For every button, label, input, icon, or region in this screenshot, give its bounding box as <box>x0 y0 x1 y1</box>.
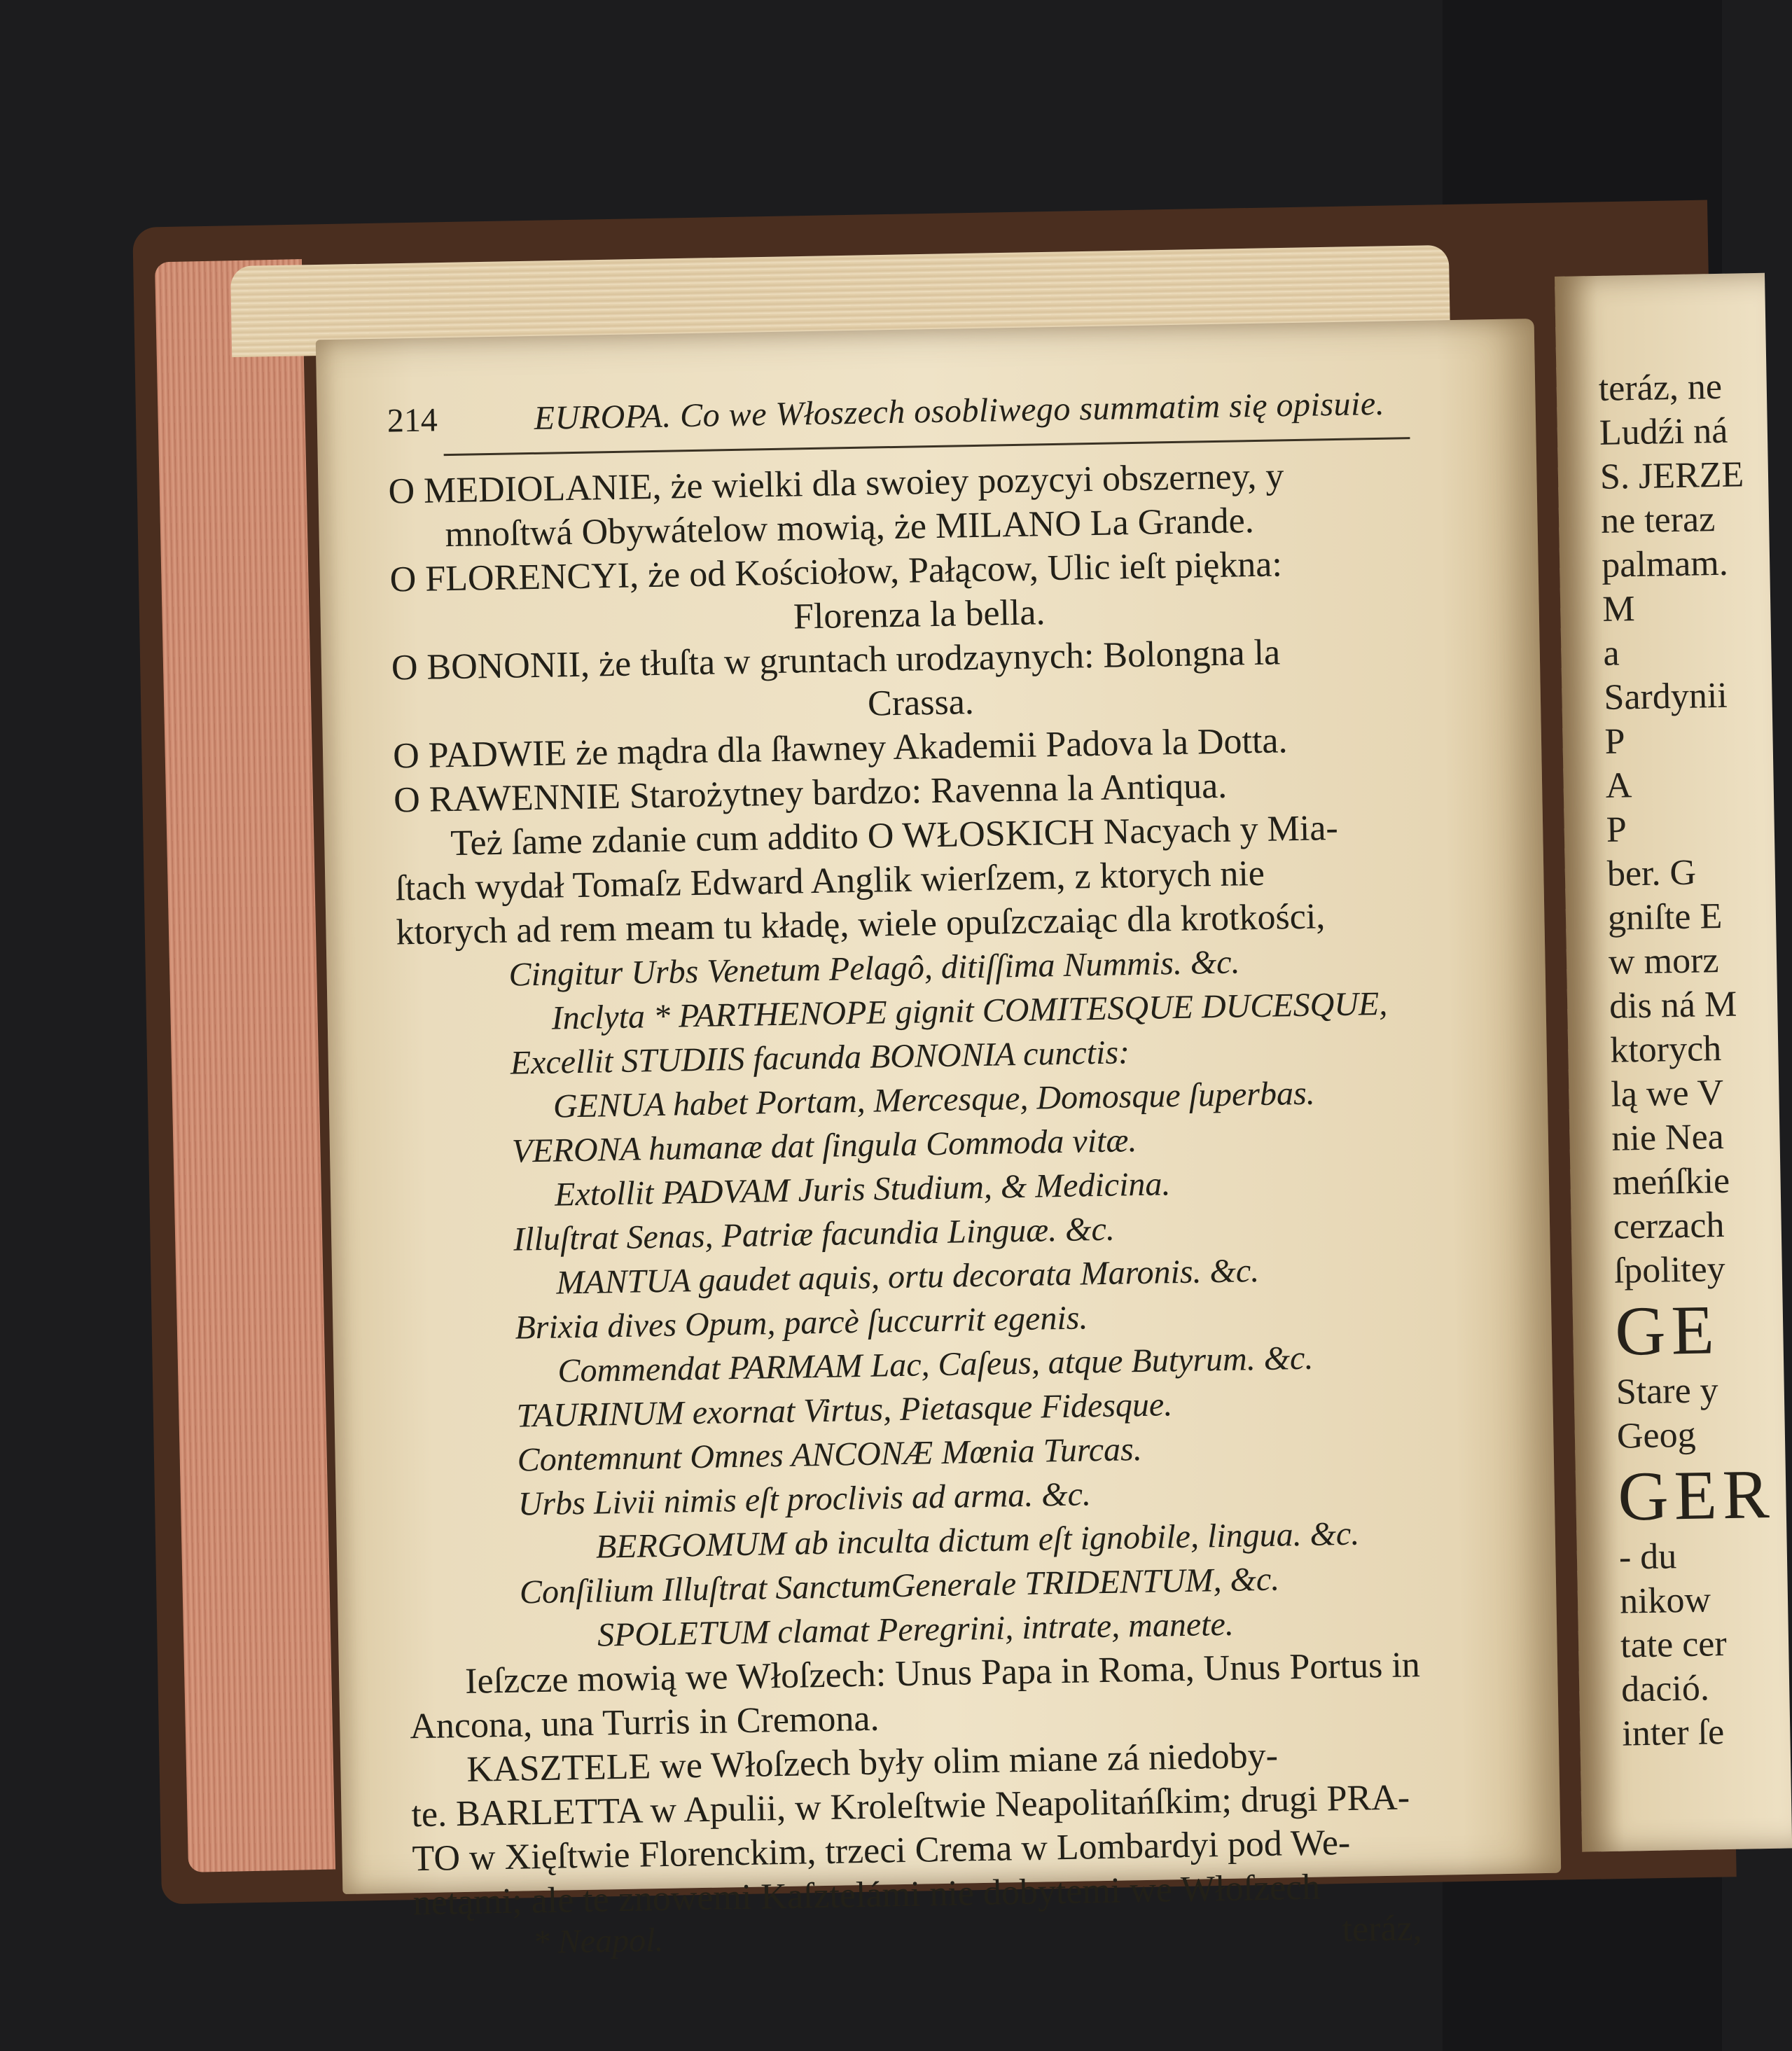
left-page <box>316 319 1561 1961</box>
text-line: TO w Xięſtwie Florenckim, trzeci Crema w Lombardyi pod We- <box>412 1822 1351 1879</box>
text-line: S. JERZE <box>1599 454 1744 497</box>
text-line: nie Nea <box>1611 1116 1725 1159</box>
text-line: P <box>1604 721 1626 762</box>
text-line: ber. G <box>1606 852 1697 894</box>
text-line: Florenza la bella. <box>793 592 1046 637</box>
text-line: nikow <box>1619 1580 1711 1622</box>
text-line: O FLORENCYI, że od Kościołow, Pałącow, Ulic ieſt piękna: <box>389 544 1283 600</box>
body-text <box>388 451 1471 1925</box>
text-line: O RAWENNIE Starożytney bardzo: Ravenna la Antiqua. <box>393 765 1228 821</box>
text-line: meńſkie <box>1612 1160 1730 1203</box>
text-line: Contemnunt Omnes ANCONÆ Mœnia Turcas. <box>517 1431 1143 1479</box>
running-head: EUROPA. Co we Włoszech osobliwego summatim się opisuie. <box>534 384 1385 437</box>
text-line: Extollit PADVAM Juris Studium, & Medicina. <box>554 1165 1171 1214</box>
text-line: gniſte E <box>1607 896 1723 938</box>
text-line: lą we V <box>1610 1072 1724 1115</box>
text-line: netąmi; ale te znowemi Kaſztelámi nie dobytemi we Włoſzech <box>412 1867 1321 1924</box>
text-line: inter ſe <box>1621 1712 1725 1754</box>
text-line: Urbs Livii nimis eſt proclivis ad arma. &c. <box>518 1475 1092 1523</box>
text-line: ktorych ad rem meam tu kładę, wiele opuſzczaiąc dla krotkości, <box>396 896 1326 953</box>
catchword: teráz, <box>1342 1908 1423 1950</box>
text-line: tate cer <box>1620 1624 1728 1666</box>
text-line: O BONONII, że tłuſta w gruntach urodzaynych: Bolongna la <box>391 632 1281 688</box>
text-line: cerzach <box>1613 1204 1725 1247</box>
text-line: Ludźi ná <box>1599 410 1728 453</box>
text-line: TAURINUM exornat Virtus, Pietasque Fidesque. <box>516 1386 1173 1435</box>
text-line: Commendat PARMAM Lac, Caſeus, atque Butyrum. &c. <box>557 1339 1314 1390</box>
text-line: palmam. <box>1601 543 1729 585</box>
text-line: Excellit STUDIIS facunda BONONIA cunctis: <box>510 1034 1130 1082</box>
text-line: Conſilium Illuſtrat SanctumGenerale TRIDENTUM, &c. <box>519 1560 1280 1611</box>
text-line: te. BARLETTA w Apulii, w Kroleſtwie Neapolitańſkim; drugi PRA- <box>411 1777 1410 1835</box>
text-line: Sardynii <box>1604 675 1728 718</box>
right-page-text <box>1598 364 1779 1756</box>
text-line: ſpolitey <box>1613 1249 1726 1291</box>
text-line: SPOLETUM clamat Peregrini, intrate, manete. <box>597 1605 1235 1654</box>
text-line: ſtach wydał Tomaſz Edward Anglik wierſzem, z ktorych nie <box>394 853 1265 909</box>
text-line: - du <box>1618 1536 1677 1578</box>
text-line: w morz <box>1608 940 1719 982</box>
page-content <box>387 383 1471 1969</box>
text-line: Brixia dives Opum, parcè ſuccurrit egenis. <box>514 1299 1088 1347</box>
text-line: Ieſzcze mowią we Włoſzech: Unus Papa in Roma, Unus Portus in <box>464 1645 1421 1702</box>
text-line: Geog <box>1616 1414 1697 1456</box>
text-line: Illuſtrat Senas, Patriæ facundia Linguæ. &c. <box>513 1210 1116 1258</box>
text-line: dació. <box>1620 1668 1710 1710</box>
text-line: GER <box>1617 1454 1776 1536</box>
text-line: ne teraz <box>1600 499 1716 541</box>
text-line: GENUA habet Portam, Mercesque, Domosque ſuperbas. <box>553 1074 1316 1125</box>
text-line: dis ná M <box>1609 984 1737 1027</box>
page-number: 214 <box>387 401 438 440</box>
text-line: O MEDIOLANIE, że wielki dla swoiey pozycyi obszerney, y <box>388 456 1284 512</box>
text-line: Cingitur Urbs Venetum Pelagô, ditiſſima Nummis. &c. <box>508 943 1240 994</box>
text-line: a <box>1602 633 1620 674</box>
text-line: KASZTELE we Włoſzech były olim miane zá niedoby- <box>466 1735 1279 1790</box>
text-line: O PADWIE że mądra dla ſławney Akademii Padova la Dotta. <box>392 721 1288 777</box>
text-line: P <box>1606 809 1627 850</box>
footnote: * Neapol. <box>532 1921 664 1961</box>
text-line: Crassa. <box>867 682 975 724</box>
text-line: MANTUA gaudet aquis, ortu decorata Maronis. &c. <box>555 1252 1260 1302</box>
text-line: VERONA humanæ dat ſingula Commoda vitæ. <box>511 1122 1137 1170</box>
text-line: teráz, ne <box>1598 366 1723 409</box>
text-line: GE <box>1614 1291 1721 1370</box>
text-line: BERGOMUM ab inculta dictum eſt ignobile, lingua. &c. <box>595 1515 1360 1566</box>
text-line: ktorych <box>1609 1029 1722 1071</box>
text-line: A <box>1605 765 1632 806</box>
text-line: Też ſame zdanie cum addito O WŁOSKICH Nacyach y Mia- <box>450 807 1339 864</box>
text-line: Inclyta * PARTHENOPE gignit COMITESQUE DUCESQUE, <box>551 985 1388 1037</box>
right-page <box>1555 273 1792 1852</box>
text-line: Ancona, una Turris in Cremona. <box>409 1698 880 1747</box>
text-line: mnoſtwá Obywátelow mowią, że MILANO La Grande. <box>445 501 1255 555</box>
text-line: Stare y <box>1616 1370 1719 1412</box>
text-line: M <box>1602 589 1636 630</box>
